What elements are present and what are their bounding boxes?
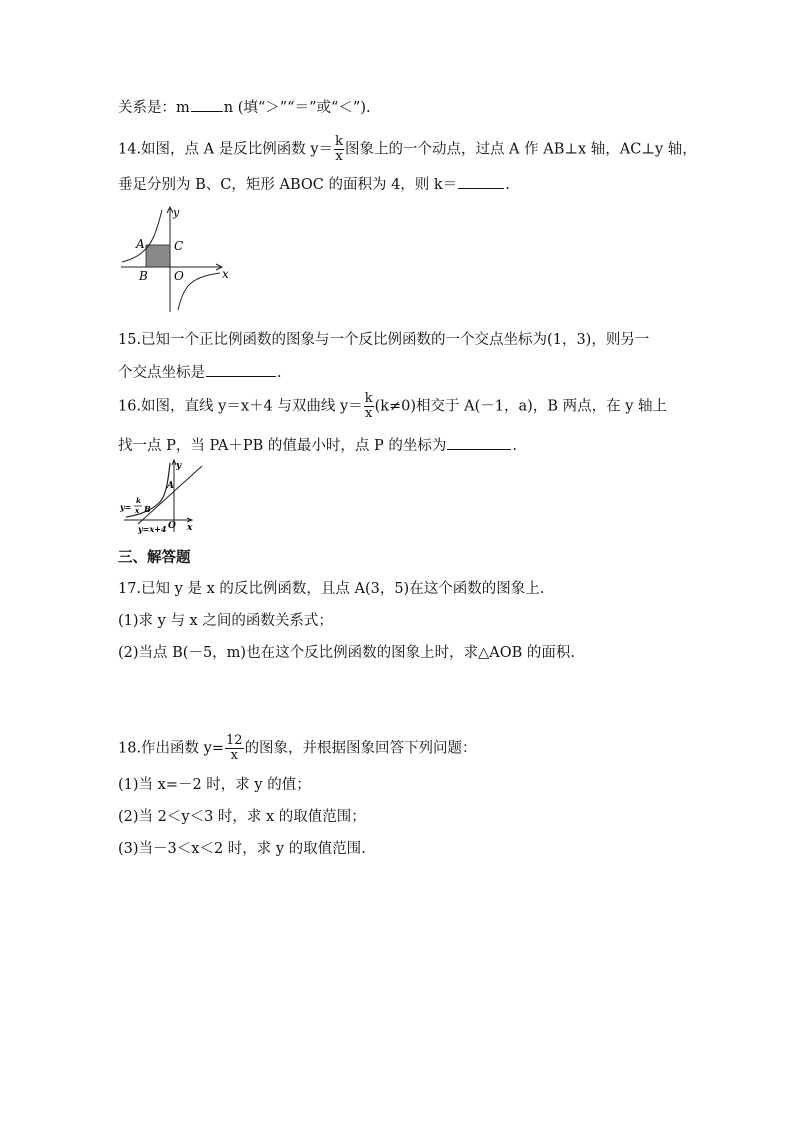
q14-label-y: y: [173, 206, 180, 219]
q13-text-after: n (填“＞”“＝”或“＜”).: [223, 100, 371, 116]
q14-frac-num: k: [335, 134, 343, 149]
q15-answer-blank: [206, 361, 276, 377]
q16-label-o: O: [168, 521, 176, 531]
q13-tail-line: [118, 96, 371, 118]
q17-line3: (2)当点 B(－5，m)也在这个反比例函数的图象上时，求△AOB 的面积.: [118, 645, 575, 661]
q14-answer-blank: [458, 173, 504, 189]
q16-label-y: y: [176, 461, 182, 471]
q18-frac-den: x: [230, 748, 238, 763]
q16-frac-den: x: [364, 406, 373, 421]
q16-label-a: A: [167, 481, 174, 491]
q14-label-a: A: [136, 237, 145, 251]
q14-line1: [118, 135, 697, 164]
q14-label-x: x: [222, 267, 229, 281]
q14-rectangle-abor: [146, 245, 170, 267]
q18-frac-num: 12: [226, 733, 243, 748]
q17-line1: 17.已知 y 是 x 的反比例函数，且点 A(3，5)在这个函数的图象上.: [118, 581, 545, 597]
q18-line1: [118, 734, 477, 763]
q14-text-d: .: [505, 177, 510, 193]
q16-label-x: x: [187, 523, 193, 533]
q15-text-b: .: [277, 365, 282, 381]
q14-frac-den: x: [335, 149, 343, 164]
q15-line1: 15.已知一个正比例函数的图象与一个反比例函数的一个交点坐标为(1，3)，则另一: [118, 332, 650, 348]
q14-hyperbola-branch-right: [178, 273, 220, 310]
q14-label-o: O: [174, 269, 184, 283]
q14-figure: [118, 204, 234, 314]
q13-text-before: 关系是：m: [118, 100, 190, 116]
q17-line2: (1)求 y 与 x 之间的函数关系式；: [118, 613, 333, 629]
q14-text-c: 垂足分别为 B、C，矩形 ABOC 的面积为 4，则 k＝: [118, 177, 458, 193]
q14-text-b: 图象上的一个动点，过点 A 作 AB⊥x 轴，AC⊥y 轴，: [344, 141, 697, 158]
q16-text-c: 找一点 P，当 PA＋PB 的值最小时，点 P 的坐标为: [118, 438, 447, 454]
q16-label-b: B: [144, 504, 151, 514]
q14-fraction: [334, 135, 344, 164]
q16-answer-blank: [447, 434, 511, 450]
q14-text-a: 14.如图，点 A 是反比例函数 y＝: [118, 141, 334, 158]
q16-curve-label-x: x: [135, 506, 140, 515]
q16-curve-label: y=: [120, 502, 132, 512]
q15-line2: [118, 361, 282, 383]
q14-label-c: C: [174, 239, 184, 253]
q16-fraction: [364, 392, 374, 421]
q16-frac-num: k: [364, 391, 373, 406]
q18-line4: (3)当－3＜x＜2 时，求 y 的取值范围.: [118, 841, 366, 857]
q16-text-d: .: [512, 438, 517, 454]
q18-fraction: [225, 734, 244, 763]
q16-line-y-eq-x-plus-4: [138, 466, 202, 524]
q16-figure: [118, 458, 204, 534]
section-heading: 三、解答题: [118, 550, 191, 566]
q18-text-a: 18.作出函数 y=: [118, 740, 225, 757]
q18-text-b: 的图象，并根据图象回答下列问题：: [244, 740, 477, 757]
q15-text-a: 个交点坐标是: [118, 365, 205, 381]
q18-line3: (2)当 2＜y＜3 时，求 x 的取值范围；: [118, 809, 366, 825]
q13-answer-blank: [191, 96, 223, 112]
q16-line2: [118, 434, 517, 456]
q16-line-label: y=x+4: [138, 524, 167, 534]
q16-line1: [118, 392, 667, 421]
q14-line2: [118, 173, 510, 195]
q16-curve-label-k: k: [136, 496, 141, 505]
q16-text-a: 16.如图，直线 y＝x＋4 与双曲线 y＝: [118, 398, 363, 415]
q16-text-b: (k≠0)相交于 A(－1，a)，B 两点，在 y 轴上: [374, 398, 667, 415]
q18-line2: (1)当 x=－2 时，求 y 的值；: [118, 777, 311, 793]
q14-label-b: B: [139, 269, 148, 283]
